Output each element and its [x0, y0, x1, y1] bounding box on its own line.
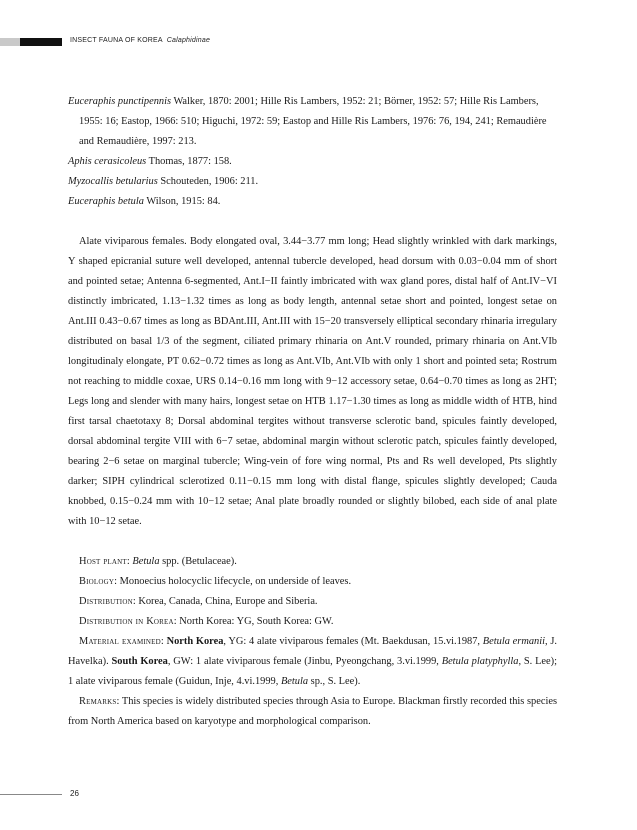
- distribution-korea-text: North Korea: YG, South Korea: GW.: [176, 616, 334, 627]
- material-label: Material examined: [79, 636, 161, 647]
- citation: [68, 92, 557, 152]
- species-name: Betula platyphylla: [441, 656, 519, 667]
- citation-ref: Thomas, 1877: 158.: [146, 156, 232, 167]
- citation-ref: Schouteden, 1906: 211.: [157, 176, 259, 187]
- page-body: [68, 92, 557, 732]
- material-text: , J. Havelka).: [68, 636, 558, 667]
- sections: [68, 552, 557, 732]
- remarks-text: This species is widely distributed species through Asia to Europe. Blackman firstly recorded this species from North America based on karyotype and morphological comparison.: [68, 696, 557, 727]
- material-examined-section: Material examined: North Korea, YG: 4 alate viviparous females (Mt. Baekdusan, 15.vi.1987, Betula ermanii, J. Havelka). South Korea, GW: 1 alate viviparous female (Jinbu, Pyeongchang, 3.vi.1999, Betula platyphylla, S. Lee); 1 alate viviparous female (Guidun, Inje, 4.vi.1999, Betula sp., S. Lee).: [68, 636, 558, 687]
- material-text: , YG: 4 alate viviparous females (Mt. Baekdusan, 15.vi.1987,: [223, 636, 483, 647]
- citation: [68, 152, 557, 172]
- subfamily-name: Calaphidinae: [166, 37, 211, 44]
- remarks-section: Remarks: This species is widely distributed species through Asia to Europe. Blackman firstly recorded this species from North America based on karyotype and morphological comparison.: [68, 696, 557, 727]
- biology-label: Biology: [79, 576, 115, 587]
- running-header: [70, 37, 210, 44]
- host-plant-text: spp. (Betulaceae).: [159, 556, 237, 567]
- distribution-korea-label: Distribution in Korea: [79, 616, 174, 627]
- header-gray-bar: [0, 38, 20, 46]
- citation-ref: Wilson, 1915: 84.: [143, 196, 221, 207]
- south-korea-label: South Korea: [111, 656, 168, 667]
- species-name: Betula: [280, 676, 309, 687]
- host-plant-label: Host plant: [79, 556, 127, 567]
- header-black-bar: [20, 38, 62, 46]
- distribution-korea-section: Distribution in Korea: North Korea: YG, South Korea: GW.: [79, 616, 334, 627]
- distribution-text: Korea, Canada, China, Europe and Siberia.: [135, 596, 318, 607]
- host-genus: Betula: [132, 556, 160, 567]
- remarks-label: Remarks: [79, 696, 117, 707]
- material-text: , S. Lee); 1 alate viviparous female (Guidun, Inje, 4.vi.1999,: [68, 656, 557, 687]
- distribution-label: Distribution: [79, 596, 133, 607]
- citation-ref: Walker, 1870: 2001; Hille Ris Lambers, 1952: 21; Börner, 1952: 57; Hille Ris Lambers, 1955: 16; Eastop, 1966: 510; Higuchi, 1972: 59; Eastop and Hille Ris Lambers, 1976: 76, 194, 241; Remaudière and Remaudière, 1997: 213.: [79, 96, 547, 147]
- host-plant-section: Host plant: Betula spp. (Betulaceae).: [79, 556, 237, 567]
- page-number: 26: [70, 789, 79, 798]
- citation: [68, 172, 557, 192]
- description-paragraph: Alate viviparous females. Body elongated oval, 3.44−3.77 mm long; Head slightly wrinkled with dark markings, Y shaped epicranial suture well developed, antennal tubercle developed, head dorsum with 0.03−0.04 mm of short and pointed setae; Antenna 6-segmented, Ant.I−II faintly imbricated with wax gland pores, distal half of Ant.IV−VI distinctly imbricated, 1.13−1.32 times as long as body length, antennal setae short and pointed, longest setae on Ant.III 0.43−0.67 times as long as BDAnt.III, Ant.III with 15−20 transversely elliptical secondary rhinaria irregulary distributed on basal 1/3 of the segment, ciliated primary rhinaria on Ant.V rounded, primary rhinaria on Ant.VIb longitudinaly elongate, PT 0.62−0.72 times as long as Ant.VIb, Ant.VIb with only 1 short and pointed seta; Rostrum not reaching to middle coxae, URS 0.14−0.16 mm long with 9−12 accessory setae, 0.64−0.70 times as long as 2HT; Legs long and slender with many hairs, longest setae on HTB 1.17−1.30 times as long as middle width of HTB, hind first tarsal chaetotaxy 8; Dorsal abdominal tergites without transverse sclerotic band, spicules faintly developed, dorsal abdominal tergite VIII with 6−7 setae, abdominal margin without sclerotic patch, spicules faintly developed, bearing 2−6 setae on marginal tubercle; Wing-vein of fore wing normal, Pts and Rs well developed, Pts slightly darker; SIPH cylindrical sclerotized 0.11−0.15 mm long with distal flange, spicules slightly developed; Cauda knobbed, 0.15−0.24 mm with 10−12 setae; Anal plate broadly rounded or slightly bilobed, each side of anal plate with 10−12 setae.: [68, 236, 557, 527]
- footer-rule: [0, 794, 62, 795]
- citation-name: Myzocallis betularius: [68, 176, 158, 187]
- distribution-section: Distribution: Korea, Canada, China, Europe and Siberia.: [79, 596, 318, 607]
- citation-name: Euceraphis betula: [68, 196, 144, 207]
- material-text: sp., S. Lee).: [308, 676, 361, 687]
- biology-text: Monoecius holocyclic lifecycle, on underside of leaves.: [117, 576, 352, 587]
- material-text: , GW: 1 alate viviparous female (Jinbu, Pyeongchang, 3.vi.1999,: [167, 656, 442, 667]
- citation-name: Euceraphis punctipennis: [68, 96, 172, 107]
- book-title: INSECT FAUNA OF KOREA: [70, 37, 163, 44]
- north-korea-label: North Korea: [166, 636, 224, 647]
- citation: [68, 192, 557, 212]
- biology-section: Biology: Monoecius holocyclic lifecycle, on underside of leaves.: [79, 576, 352, 587]
- species-name: Betula ermanii: [482, 636, 545, 647]
- citation-name: Aphis cerasicoleus: [68, 156, 147, 167]
